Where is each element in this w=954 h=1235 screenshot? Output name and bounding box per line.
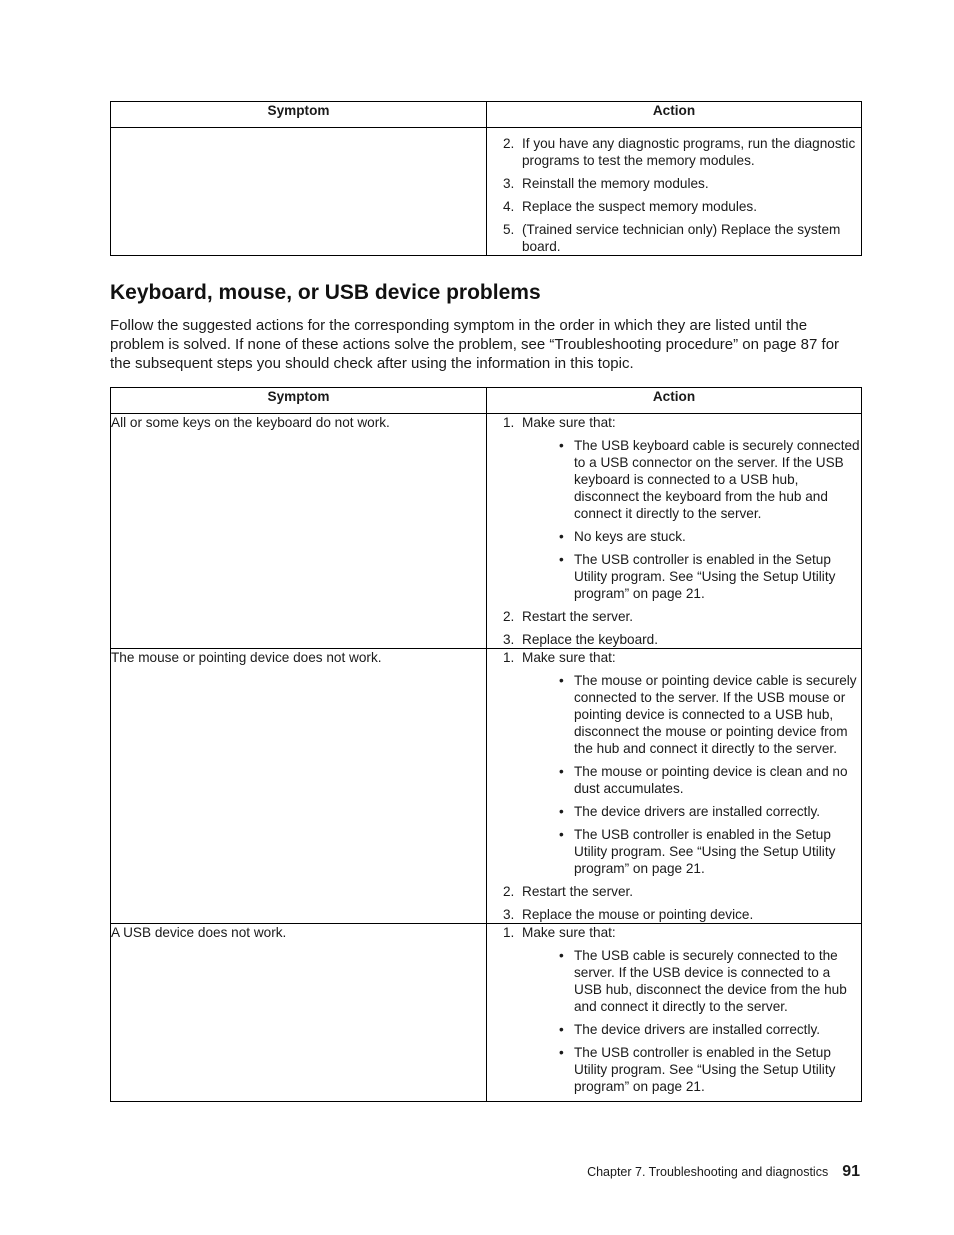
symptom-cell	[111, 128, 487, 256]
bullet-item: • The device drivers are installed correctly.	[559, 804, 821, 819]
action-cell	[487, 128, 862, 256]
action-step: 1. Make sure that: • The mouse or pointing device cable is securely connected to the server. If the USB mouse or pointing device is connected to a USB hub, disconnect the mouse or pointing device from the hub and connect it directly to the server. • The mouse or pointing device is clean and no dust accumulates. • The device drivers are installed correctly. • The USB controller is enabled in the Setup Utility program. See “Using the Setup Utility program” on page 21.	[487, 649, 861, 877]
action-cell	[487, 414, 862, 649]
symptom-header: Symptom	[111, 388, 487, 414]
bullet-item: • The USB controller is enabled in the Setup Utility program. See “Using the Setup Utility program” on page 21.	[559, 552, 836, 601]
action-step: 2. Restart the server.	[503, 609, 634, 624]
keyboard-mouse-usb-table	[110, 387, 862, 1102]
action-step: 2. If you have any diagnostic programs, run the diagnostic programs to test the memory modules.	[503, 136, 856, 168]
action-step: 4. Replace the suspect memory modules.	[503, 199, 757, 214]
table-row	[111, 649, 862, 924]
symptom-header: Symptom	[111, 102, 487, 128]
chapter-label: Chapter 7. Troubleshooting and diagnostics	[587, 1165, 829, 1179]
action-header: Action	[487, 388, 862, 414]
symptom-cell: All or some keys on the keyboard do not work.	[111, 414, 487, 649]
memory-table-continued	[110, 101, 862, 256]
action-step: 3. Replace the keyboard.	[503, 632, 659, 647]
page-footer	[587, 1163, 860, 1181]
action-header: Action	[487, 102, 862, 128]
action-step: 1. Make sure that: • The USB cable is securely connected to the server. If the USB device is connected to a USB hub, disconnect the device from the hub and connect it directly to the server. • The device drivers are installed correctly. • The USB controller is enabled in the Setup Utility program. See “Using the Setup Utility program” on page 21.	[487, 924, 861, 1095]
action-step: 5. (Trained service technician only) Replace the system board.	[503, 222, 841, 254]
table-row	[111, 924, 862, 1102]
table-row	[111, 414, 862, 649]
action-step: 3. Reinstall the memory modules.	[503, 176, 709, 191]
bullet-item: • No keys are stuck.	[559, 529, 686, 544]
bullet-item: • The mouse or pointing device is clean and no dust accumulates.	[559, 764, 848, 796]
table-row	[111, 128, 862, 256]
action-cell	[487, 924, 862, 1102]
bullet-item: • The USB controller is enabled in the Setup Utility program. See “Using the Setup Utility program” on page 21.	[559, 827, 836, 876]
section-intro: Follow the suggested actions for the corresponding symptom in the order in which they are listed until the problem is solved. If none of these actions solve the problem, see “Troubleshooting procedure” on page 87 for the subsequent steps you should check after using the information in this topic.	[110, 317, 840, 372]
bullet-item: • The device drivers are installed correctly.	[559, 1022, 821, 1037]
action-step: 1. Make sure that: • The USB keyboard cable is securely connected to a USB connector on the server. If the USB keyboard is connected to a USB hub, disconnect the keyboard from the hub and connect it directly to the server. • No keys are stuck. • The USB controller is enabled in the Setup Utility program. See “Using the Setup Utility program” on page 21.	[503, 415, 860, 601]
page-number: 91	[842, 1163, 860, 1180]
bullet-item: • The USB cable is securely connected to the server. If the USB device is connected to a USB hub, disconnect the device from the hub and connect it directly to the server.	[559, 948, 847, 1014]
action-cell	[487, 649, 862, 924]
bullet-item: • The USB controller is enabled in the Setup Utility program. See “Using the Setup Utility program” on page 21.	[559, 1045, 836, 1094]
bullet-item: • The USB keyboard cable is securely connected to a USB connector on the server. If the USB keyboard is connected to a USB hub, disconnect the keyboard from the hub and connect it directly to the server.	[559, 438, 860, 521]
action-step: 2. Restart the server.	[503, 884, 634, 899]
section-title: Keyboard, mouse, or USB device problems	[110, 281, 541, 304]
bullet-item: • The mouse or pointing device cable is securely connected to the server. If the USB mouse or pointing device is connected to a USB hub, disconnect the mouse or pointing device from the hub and connect it directly to the server.	[559, 673, 857, 756]
symptom-cell: A USB device does not work.	[111, 924, 487, 1102]
action-step: 3. Replace the mouse or pointing device.	[503, 907, 754, 922]
symptom-cell: The mouse or pointing device does not work.	[111, 649, 487, 924]
